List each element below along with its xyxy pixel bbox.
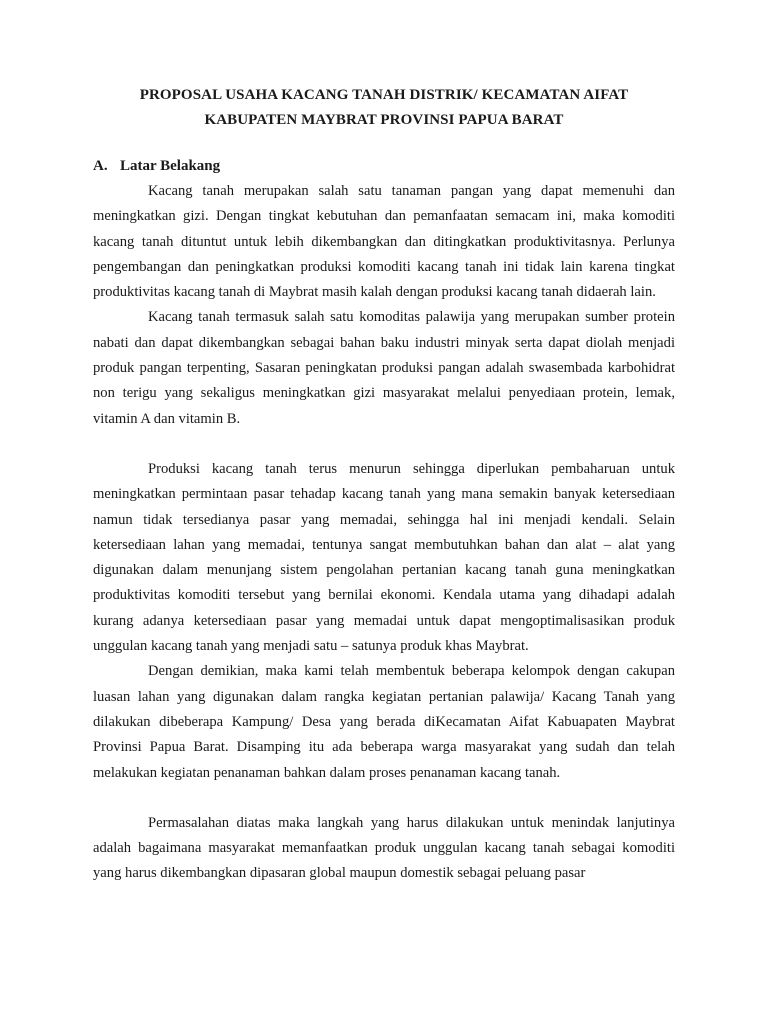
paragraph-1: Kacang tanah merupakan salah satu tanaman pangan yang dapat memenuhi dan meningkatkan gizi. Dengan tingkat kebutuhan dan pemanfaatan semacam ini, maka komoditi kacang tanah dituntut untuk lebih dikembangkan dan ditingkatkan produktivitasnya. Perlunya pengembangan dan peningkatkan produksi komoditi kacang tanah ini tidak lain karena tingkat produktivitas kacang tanah di Maybrat masih kalah dengan produksi kacang tanah didaerah lain. [93,183,675,301]
section-title: Latar Belakang [120,158,221,174]
document-title [93,83,675,133]
paragraph-4: Dengan demikian, maka kami telah membentuk beberapa kelompok dengan cakupan luasan lahan yang digunakan dalam rangka kegiatan pertanian palawija/ Kacang Tanah yang dilakukan dibeberapa Kampung/ Desa yang berada diKecamatan Aifat Kabuapaten Maybrat Provinsi Papua Barat. Disamping itu ada beberapa warga masyarakat yang sudah dan telah melakukan kegiatan penanaman bahkan dalam proses penanaman kacang tanah. [93,663,675,781]
paragraph-5: Permasalahan diatas maka langkah yang harus dilakukan untuk menindak lanjutinya adalah bagaimana masyarakat memanfaatkan produk unggulan kacang tanah sebagai komoditi yang harus dikembangkan dipasaran global maupun domestik sebagai peluang pasar [93,814,675,882]
paragraph-2: Kacang tanah termasuk salah satu komoditas palawija yang merupakan sumber protein nabati dan dapat dikembangkan sebagai bahan baku industri minyak serta dapat diolah menjadi produk pangan terpenting, Sasaran peningkatan produksi pangan adalah swasembada karbohidrat non terigu yang sekaligus meningkatkan gizi masyarakat melalui penyediaan protein, lemak, vitamin A dan vitamin B. [93,309,675,427]
section-number: A. [93,158,108,174]
document-page [93,83,675,887]
section-heading [93,154,675,179]
title-line-2: KABUPATEN MAYBRAT PROVINSI PAPUA BARAT [204,112,564,128]
title-line-1: PROPOSAL USAHA KACANG TANAH DISTRIK/ KECAMATAN AIFAT [139,87,629,103]
paragraph-3: Produksi kacang tanah terus menurun sehingga diperlukan pembaharuan untuk meningkatkan permintaan pasar tehadap kacang tanah yang mana semakin banyak ketersediaan namun tidak tersedianya pasar yang memadai, sehingga hal ini menjadi kendali. Selain ketersediaan lahan yang memadai, tentunya sangat membutuhkan bahan dan alat – alat yang digunakan dalam menunjang sistem pengolahan pertanian kacang tanah guna meningkatkan produktivitas komoditi tersebut yang bernilai ekonomi. Kendala utama yang dihadapi adalah kurang adanya ketersediaan pasar yang memadai untuk dapat mengoptimalisasikan produk unggulan kacang tanah yang menjadi satu – satunya produk khas Maybrat. [93,460,675,655]
